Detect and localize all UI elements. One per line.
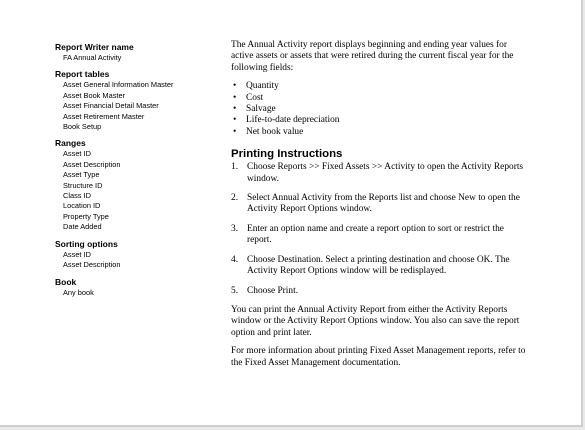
list-item: Asset General Information Master — [63, 80, 174, 90]
list-item: Book Setup — [63, 122, 102, 132]
fields-list — [231, 81, 527, 138]
step-text: Choose Destination. Select a printing destination and choose OK. The Activity Report Options window will be redisplayed. — [247, 254, 510, 277]
list-item: Asset Type — [63, 170, 100, 180]
step-item — [231, 162, 527, 185]
step-text: Choose Print. — [247, 285, 299, 296]
report-details-panel — [55, 42, 220, 304]
list-item: Asset Book Master — [63, 90, 126, 100]
list-item — [231, 104, 527, 115]
step-item — [231, 224, 527, 247]
section-heading: Report Writer name — [55, 42, 134, 52]
book-section — [55, 277, 220, 298]
list-item: Asset Retirement Master — [63, 111, 145, 121]
step-item — [231, 286, 527, 297]
bullet-icon: • — [233, 81, 237, 92]
bullet-icon: • — [233, 126, 237, 137]
field-name: Life-to-date depreciation — [246, 115, 340, 126]
step-text: Choose Reports >> Fixed Assets >> Activity to open the Activity Reports window. — [247, 162, 524, 184]
intro-paragraph: The Annual Activity report displays beginning and ending year values for active assets or assets that were retired during the current fiscal year for the following fields: — [231, 40, 514, 73]
step-item — [231, 255, 527, 278]
step-number: 2. — [231, 193, 239, 204]
list-item: Any book — [63, 287, 94, 297]
section-heading: Ranges — [55, 138, 86, 149]
step-number: 1. — [231, 162, 239, 173]
list-item — [231, 93, 527, 104]
report-writer-name-section — [55, 42, 220, 63]
list-item — [231, 127, 527, 138]
list-item — [231, 81, 527, 92]
field-name: Quantity — [246, 81, 279, 92]
field-name: Salvage — [246, 104, 276, 115]
step-text: Enter an option name and create a report option to sort or restrict the report. — [247, 223, 504, 246]
list-item: Location ID — [63, 201, 101, 211]
list-item: Class ID — [63, 191, 91, 201]
list-item: Structure ID — [63, 180, 103, 190]
list-item: Asset Description — [63, 260, 121, 270]
list-item: Asset Financial Detail Master — [63, 101, 159, 111]
sorting-options-section — [55, 239, 220, 271]
section-heading: Sorting options — [55, 238, 118, 249]
step-number: 3. — [231, 223, 239, 234]
bullet-icon: • — [233, 115, 237, 126]
ranges-section — [55, 138, 220, 232]
list-item — [231, 115, 527, 126]
step-number: 5. — [231, 285, 239, 296]
steps-list — [231, 162, 527, 297]
main-content — [231, 40, 527, 376]
step-number: 4. — [231, 254, 239, 265]
section-title: Printing Instructions — [231, 148, 343, 161]
bullet-icon: • — [233, 92, 237, 103]
list-item: Property Type — [63, 211, 109, 221]
section-heading: Book — [55, 276, 77, 287]
field-name: Cost — [246, 92, 264, 103]
closing-paragraph: You can print the Annual Activity Report from either the Activity Reports window or the Activity Report Options window. You also can save the report option and print later. — [231, 304, 520, 338]
field-name: Net book value — [246, 126, 304, 137]
section-heading: Report tables — [55, 69, 110, 80]
list-item: Asset ID — [63, 149, 91, 159]
list-item: Asset ID — [63, 249, 91, 259]
list-item: Asset Description — [63, 159, 121, 169]
list-item: Date Added — [63, 222, 102, 232]
step-item — [231, 193, 527, 216]
report-tables-section — [55, 69, 220, 132]
reference-paragraph: For more information about printing Fixed Asset Management reports, refer to the Fixed Asset Management documentation. — [231, 346, 526, 368]
step-text: Select Annual Activity from the Reports list and choose New to open the Activity Report Options window. — [247, 193, 520, 215]
bullet-icon: • — [233, 104, 237, 115]
list-item: FA Annual Activity — [63, 53, 122, 62]
